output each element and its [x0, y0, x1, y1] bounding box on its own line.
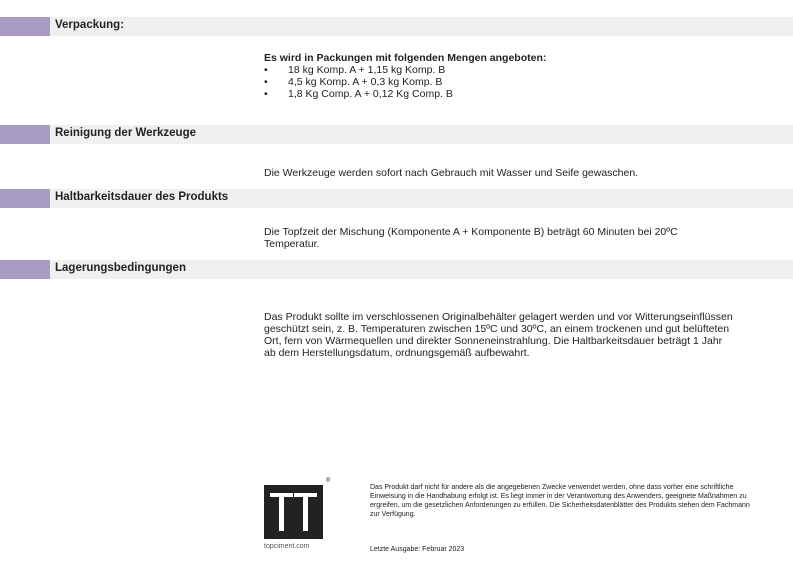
list-item: [264, 88, 546, 100]
section-accent: [0, 260, 50, 279]
section-title: Haltbarkeitsdauer des Produkts: [55, 191, 229, 203]
bullet: •: [264, 64, 268, 76]
edition-date: Letzte Ausgabe: Februar 2023: [370, 546, 465, 553]
section-accent: [0, 125, 50, 144]
section-header-shelf-life: [0, 189, 793, 208]
section-header-cleaning: [0, 125, 793, 144]
storage-text: Das Produkt sollte im verschlossenen Originalbehälter gelagert werden und vor Witterungseinflüssen geschützt sein, z. B. Temperaturen zwischen 15ºC und 30ºC, an einem trockenen und gut belüfteten Ort, fern von Wärmequellen und direkter Sonneneinstrahlung. Die Haltbarkeitsdauer beträgt 1 Jahr ab dem Herstellungsdatum, ordnungsgemäß aufbewahrt.: [264, 311, 733, 359]
section-header-packaging: [0, 17, 793, 36]
list-item: [264, 76, 546, 88]
packaging-list: [264, 64, 546, 100]
registered-mark: ®: [326, 478, 331, 484]
section-title: Reinigung der Werkzeuge: [55, 127, 197, 139]
packaging-content: [264, 52, 546, 100]
list-item: [264, 64, 546, 76]
list-item-text: 4,5 kg Komp. A + 0,3 kg Komp. B: [288, 76, 443, 88]
packaging-heading: Es wird in Packungen mit folgenden Mengen angeboten:: [264, 52, 547, 64]
section-title: Lagerungsbedingungen: [55, 262, 186, 274]
disclaimer-text: Das Produkt darf nicht für andere als die angegebenen Zwecke verwendet werden, ohne dass vorher eine schriftliche Einweisung in die Handhabung erfolgt ist. Es liegt immer in der Verantwortung des Anwenders, geeignete Maßnahmen zu ergreifen, um die gesetzlichen Anforderungen zu erfüllen. Die Sicherheitsdatenblätter des Produkts stehen dem Fachmann zur Verfügung.: [370, 484, 750, 518]
bullet: •: [264, 76, 268, 88]
tt-logo-icon: [264, 485, 323, 539]
section-header-storage: [0, 260, 793, 279]
logo-site-text: topciment.com: [264, 543, 310, 550]
section-accent: [0, 17, 50, 36]
shelf-life-text: Die Topfzeit der Mischung (Komponente A + Komponente B) beträgt 60 Minuten bei 20ºC Temperatur.: [264, 226, 678, 250]
section-title: Verpackung:: [55, 19, 125, 31]
section-accent: [0, 189, 50, 208]
list-item-text: 1,8 Kg Comp. A + 0,12 Kg Comp. B: [288, 88, 453, 100]
bullet: •: [264, 88, 268, 100]
topciment-logo: [264, 485, 323, 539]
cleaning-text: Die Werkzeuge werden sofort nach Gebrauch mit Wasser und Seife gewaschen.: [264, 167, 639, 179]
list-item-text: 18 kg Komp. A + 1,15 kg Komp. B: [288, 64, 446, 76]
